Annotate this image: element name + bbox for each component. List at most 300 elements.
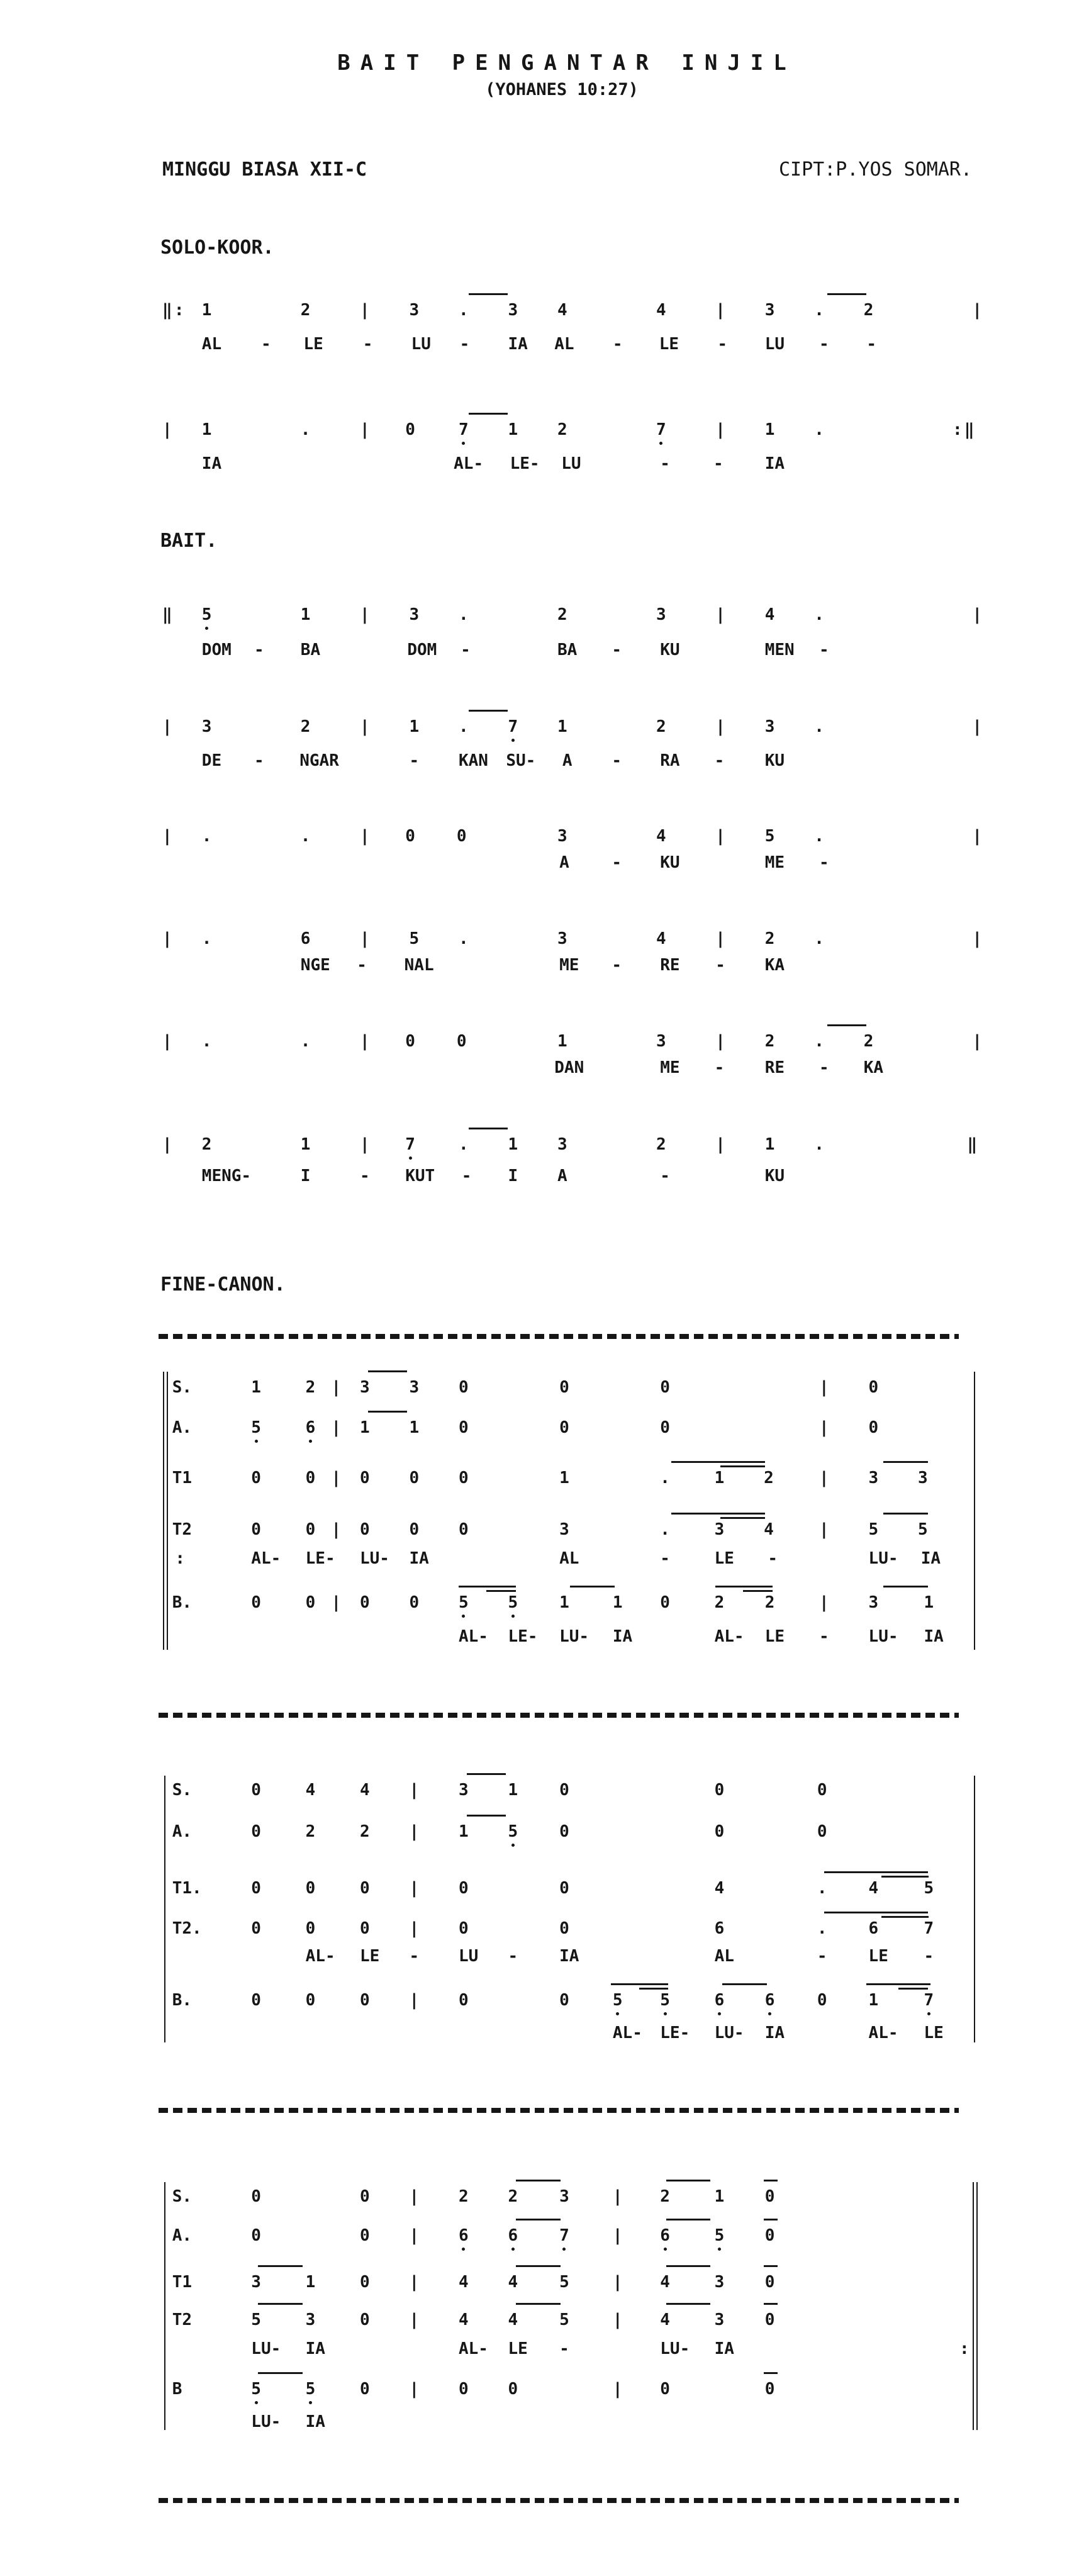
note-token: 4 <box>656 929 666 948</box>
note-token: 7 <box>656 420 666 439</box>
note-token: 0 <box>360 1919 370 1938</box>
note-token: 5 <box>251 2380 261 2399</box>
note-token: 1 <box>868 1991 879 2010</box>
note-token: 6 <box>764 1991 775 2010</box>
note-token: 4 <box>656 301 666 320</box>
lyric-token: - <box>612 335 623 354</box>
octave-dot <box>309 2401 312 2404</box>
barline-token: | <box>715 420 725 439</box>
beam-overline <box>764 2372 778 2374</box>
liturgical-occasion: MINGGU BIASA XII-C <box>162 159 367 181</box>
beam-overline <box>720 1517 765 1519</box>
beam-overline <box>666 2180 711 2181</box>
note-token: 3 <box>714 2310 725 2329</box>
note-token: 4 <box>508 2273 518 2292</box>
barline-token: | <box>612 2187 623 2206</box>
barline-token: ‖ <box>967 1135 978 1154</box>
lyric-token: KU <box>764 1167 785 1185</box>
canon2-alto <box>162 1822 1005 1849</box>
dot-token: . <box>814 929 824 948</box>
note-token: 0 <box>459 1879 469 1898</box>
lyric-token: IA <box>559 1947 579 1966</box>
note-token: 4 <box>305 1781 316 1800</box>
lyric-token: KA <box>863 1058 883 1077</box>
octave-dot <box>511 739 515 742</box>
octave-dot <box>462 442 465 445</box>
note-token: 0 <box>251 1879 261 1898</box>
bait-line4-notes <box>162 929 1005 956</box>
note-token: 5 <box>868 1520 879 1539</box>
note-token: 2 <box>300 717 311 736</box>
lyric-token: LU <box>764 335 785 354</box>
note-token: 5 <box>508 1822 518 1841</box>
note-token: 3 <box>714 1520 725 1539</box>
octave-dot <box>659 442 662 445</box>
beam-overline <box>368 1370 408 1372</box>
canon2-lyrics-upper <box>162 1947 1005 1973</box>
dot-token: . <box>814 605 824 624</box>
barline-token: | <box>162 420 172 439</box>
note-token: 0 <box>559 1879 569 1898</box>
note-token: 0 <box>459 1520 469 1539</box>
lyric-token: AL- <box>868 2024 898 2042</box>
beam-overline <box>459 1586 516 1588</box>
note-token: 1 <box>508 420 518 439</box>
lyric-token: AL- <box>305 1947 335 1966</box>
note-token: 1 <box>557 1032 567 1051</box>
beam-overline <box>866 1983 930 1985</box>
beam-overline <box>824 1871 928 1873</box>
note-token: 5 <box>764 827 775 846</box>
note-token: 1 <box>201 420 212 439</box>
solo-line1-notes <box>162 301 1005 327</box>
note-token: 0 <box>559 1418 569 1437</box>
note-token: 4 <box>656 827 666 846</box>
octave-dot <box>409 1156 412 1160</box>
beam-overline <box>467 1815 506 1817</box>
canon2-tenor2 <box>162 1919 1005 1946</box>
note-token: 0 <box>660 1593 670 1612</box>
lyric-token: - <box>357 956 367 975</box>
barline-token: | <box>409 2273 420 2292</box>
dot-token: . <box>459 717 469 736</box>
barline-token: | <box>162 827 172 846</box>
note-token: 3 <box>360 1378 370 1397</box>
note-token: 0 <box>251 1822 261 1841</box>
note-token: 0 <box>251 1469 261 1487</box>
note-token: 3 <box>305 2310 316 2329</box>
note-token: 3 <box>459 1781 469 1800</box>
lyric-token: B <box>172 2380 182 2399</box>
note-token: 1 <box>714 2187 725 2206</box>
barline-token: | <box>360 301 370 320</box>
dot-token: . <box>660 1469 670 1487</box>
lyric-token: - <box>817 1947 827 1966</box>
dot-token: . <box>814 717 824 736</box>
lyric-token: LE <box>360 1947 380 1966</box>
barline-token: | <box>715 301 725 320</box>
beam-overline <box>639 1988 668 1990</box>
lyric-token: DE <box>201 751 222 770</box>
lyric-token: - <box>714 751 725 770</box>
note-token: 4 <box>459 2273 469 2292</box>
note-token: 0 <box>817 1822 827 1841</box>
barline-token: | <box>409 1879 420 1898</box>
canon2-lyrics-lower <box>162 2024 1005 2050</box>
lyric-token: DOM <box>201 641 232 659</box>
lyric-token: - <box>924 1947 934 1966</box>
canon1-lyrics-lower <box>162 1627 1005 1654</box>
lyric-token: LU- <box>251 2339 281 2358</box>
lyric-token: - <box>360 1167 370 1185</box>
note-token: 0 <box>405 1032 415 1051</box>
barline-token: | <box>612 2226 623 2245</box>
note-token: 0 <box>305 1919 316 1938</box>
note-token: 3 <box>557 1135 567 1154</box>
dot-token: . <box>300 827 311 846</box>
bait-line1-notes <box>162 605 1005 632</box>
note-token: 1 <box>409 717 420 736</box>
dot-token: . <box>817 1919 827 1938</box>
octave-dot <box>616 2012 619 2015</box>
lyric-token: AL- <box>454 454 484 473</box>
note-token: 1 <box>612 1593 623 1612</box>
note-token: 0 <box>360 1593 370 1612</box>
note-token: 0 <box>360 1991 370 2010</box>
note-token: 6 <box>714 1919 725 1938</box>
lyric-token: LU- <box>714 2024 744 2042</box>
octave-dot <box>718 2248 721 2251</box>
note-token: 4 <box>360 1781 370 1800</box>
barline-token: | <box>972 929 983 948</box>
barline-token: | <box>972 827 983 846</box>
beam-overline <box>883 1586 928 1588</box>
barline-token: | <box>162 1032 172 1051</box>
note-token: 2 <box>557 605 567 624</box>
beam-overline <box>516 2219 561 2220</box>
note-token: 3 <box>409 1378 420 1397</box>
barline-token: | <box>972 605 983 624</box>
note-token: 4 <box>508 2310 518 2329</box>
note-token: 0 <box>459 2380 469 2399</box>
lyric-token: - <box>660 454 670 473</box>
dot-token: . <box>201 1032 212 1051</box>
lyric-token: AL <box>714 1947 734 1966</box>
note-token: 0 <box>251 1520 261 1539</box>
barline-token: | <box>360 1032 370 1051</box>
note-token: 6 <box>305 1418 316 1437</box>
barline-token: | <box>360 929 370 948</box>
lyric-token: ME <box>559 956 579 975</box>
canon2-bass <box>162 1991 1005 2017</box>
lyric-token: LE <box>764 1627 785 1646</box>
lyric-token: A <box>559 853 569 872</box>
lyric-token: LE- <box>510 454 540 473</box>
dot-token: . <box>814 827 824 846</box>
lyric-token: KAN <box>459 751 488 770</box>
lyric-token: AL- <box>714 1627 744 1646</box>
canon2-tenor1 <box>162 1879 1005 1905</box>
note-token: 2 <box>459 2187 469 2206</box>
lyric-token: - <box>713 454 723 473</box>
note-token: 2 <box>300 301 311 320</box>
note-token: 4 <box>557 301 567 320</box>
note-token: 6 <box>459 2226 469 2245</box>
octave-dot <box>768 2012 771 2015</box>
note-token: 4 <box>714 1879 725 1898</box>
note-token: 0 <box>559 1822 569 1841</box>
lyric-token: DOM <box>407 641 437 659</box>
barline-token: | <box>819 1593 829 1612</box>
barline-token: ‖ <box>162 301 172 320</box>
note-token: 0 <box>817 1991 827 2010</box>
note-token: 0 <box>360 1469 370 1487</box>
lyric-token: AL- <box>612 2024 642 2042</box>
note-token: 0 <box>764 2226 775 2245</box>
canon1-tenor2 <box>162 1520 1005 1547</box>
section-heading-fine-canon: FINE-CANON. <box>160 1274 286 1296</box>
lyric-token: - <box>819 1627 829 1646</box>
note-token: 2 <box>764 1469 774 1487</box>
lyric-token: RA <box>660 751 680 770</box>
note-token: 3 <box>868 1469 879 1487</box>
note-token: 3 <box>868 1593 879 1612</box>
note-token: 3 <box>557 827 567 846</box>
lyric-token: IA <box>305 2339 325 2358</box>
note-token: 5 <box>559 2273 569 2292</box>
lyric-token: RE <box>764 1058 785 1077</box>
octave-dot <box>255 2401 258 2404</box>
barline-token: | <box>715 717 725 736</box>
lyric-token: - <box>409 751 420 770</box>
note-token: 1 <box>305 2273 316 2292</box>
note-token: 0 <box>559 1991 569 2010</box>
composer-credit: CIPT:P.YOS SOMAR. <box>778 159 972 181</box>
barline-token: | <box>409 2187 420 2206</box>
beam-overline <box>469 293 508 295</box>
lyric-token: A. <box>172 2226 192 2245</box>
beam-overline <box>883 1513 928 1515</box>
octave-dot <box>511 2248 515 2251</box>
lyric-token: LU <box>411 335 431 354</box>
note-token: 1 <box>201 301 212 320</box>
barline-token: | <box>972 717 983 736</box>
octave-dot <box>664 2248 667 2251</box>
lyric-token: AL- <box>251 1549 281 1568</box>
note-token: 2 <box>660 2187 670 2206</box>
beam-overline <box>881 1876 929 1878</box>
lyric-token: KU <box>764 751 785 770</box>
barline-token: | <box>819 1520 829 1539</box>
note-token: 1 <box>508 1781 518 1800</box>
lyric-token: IA <box>764 2024 785 2042</box>
beam-overline <box>469 413 508 415</box>
note-token: 7 <box>405 1135 415 1154</box>
beam-overline <box>516 2303 561 2305</box>
dot-token: . <box>459 929 469 948</box>
lyric-token: BA <box>557 641 578 659</box>
note-token: 6 <box>868 1919 879 1938</box>
barline-token: ‖ <box>964 420 975 439</box>
beam-overline <box>368 1411 408 1413</box>
beam-overline <box>666 2219 711 2220</box>
lyric-token: LU- <box>251 2412 281 2431</box>
lyric-token: IA <box>714 2339 734 2358</box>
lyric-token: I <box>508 1167 518 1185</box>
note-token: 3 <box>656 1032 666 1051</box>
dot-token: . <box>459 605 469 624</box>
note-token: 1 <box>360 1418 370 1437</box>
note-token: 0 <box>764 2273 775 2292</box>
lyric-token: RE <box>660 956 680 975</box>
dot-token: . <box>300 420 311 439</box>
beam-overline <box>827 1024 867 1026</box>
lyric-token: - <box>660 1167 670 1185</box>
beam-overline <box>258 2303 303 2305</box>
lyric-token: - <box>819 335 829 354</box>
beam-overline <box>764 2265 778 2267</box>
barline-token: | <box>972 301 983 320</box>
beam-overline <box>743 1590 773 1592</box>
lyric-token: LU- <box>660 2339 690 2358</box>
dot-token: . <box>814 1032 824 1051</box>
barline-token: | <box>360 605 370 624</box>
lyric-token: IA <box>764 454 785 473</box>
beam-overline <box>824 1912 928 1913</box>
lyric-token: - <box>362 335 373 354</box>
beam-overline <box>715 1586 773 1588</box>
note-token: 2 <box>764 1032 775 1051</box>
beam-overline <box>258 2265 303 2267</box>
beam-overline <box>486 1590 516 1592</box>
note-token: 3 <box>764 301 775 320</box>
note-token: 5 <box>660 1991 670 2010</box>
dashed-separator-1 <box>159 1334 959 1339</box>
note-token: 4 <box>764 1520 774 1539</box>
note-token: 5 <box>714 2226 725 2245</box>
barline-token: | <box>409 1781 420 1800</box>
canon3-bass <box>162 2380 1005 2406</box>
note-token: 7 <box>508 717 518 736</box>
octave-dot <box>255 1440 258 1443</box>
note-token: 0 <box>251 2187 261 2206</box>
note-token: 2 <box>863 1032 874 1051</box>
bait-line2-notes <box>162 717 1005 744</box>
dot-token: . <box>660 1520 670 1539</box>
note-token: 3 <box>251 2273 261 2292</box>
solo-line2-notes <box>162 420 1005 447</box>
lyric-token: - <box>768 1549 778 1568</box>
bait-line3-lyrics <box>162 853 1005 880</box>
barline-token: | <box>331 1469 342 1487</box>
dot-token: . <box>201 827 212 846</box>
barline-token: | <box>409 2380 420 2399</box>
lyric-token: - <box>866 335 877 354</box>
lyric-token: - <box>714 1058 725 1077</box>
beam-overline <box>722 1983 767 1985</box>
canon3-tenor2 <box>162 2310 1005 2337</box>
lyric-token: T2 <box>172 1520 192 1539</box>
octave-dot <box>718 2012 721 2015</box>
lyric-token: ME <box>660 1058 680 1077</box>
lyric-token: LE- <box>660 2024 690 2042</box>
beam-overline <box>570 1586 615 1588</box>
lyric-token: IA <box>409 1549 429 1568</box>
solo-line2-lyrics <box>162 454 1005 481</box>
lyric-token: LU <box>459 1947 479 1966</box>
note-token: 0 <box>868 1378 879 1397</box>
note-token: 5 <box>409 929 420 948</box>
barline-token: | <box>409 1919 420 1938</box>
note-token: 3 <box>656 605 666 624</box>
note-token: 2 <box>764 929 775 948</box>
note-token: 4 <box>764 605 775 624</box>
note-token: 5 <box>559 2310 569 2329</box>
note-token: 2 <box>305 1378 316 1397</box>
canon1-lyrics-upper <box>162 1549 1005 1576</box>
barline-token: | <box>819 1378 829 1397</box>
note-token: 0 <box>305 1469 316 1487</box>
lyric-token: T1 <box>172 1469 192 1487</box>
lyric-token: KA <box>764 956 785 975</box>
note-token: 3 <box>409 301 420 320</box>
lyric-token: AL- <box>459 1627 488 1646</box>
lyric-token: - <box>717 335 727 354</box>
lyric-token: I <box>300 1167 311 1185</box>
note-token: 5 <box>201 605 212 624</box>
note-token: 2 <box>360 1822 370 1841</box>
barline-token: | <box>715 605 725 624</box>
lyric-token: - <box>254 751 264 770</box>
dot-token: . <box>459 1135 469 1154</box>
canon1-soprano <box>162 1378 1005 1404</box>
note-token: 1 <box>764 420 775 439</box>
note-token: 5 <box>251 1418 261 1437</box>
barline-token: | <box>972 1032 983 1051</box>
note-token: 3 <box>557 929 567 948</box>
note-token: 0 <box>660 2380 670 2399</box>
lyric-token: IA <box>305 2412 325 2431</box>
lyric-token: - <box>461 641 471 659</box>
note-token: 1 <box>300 1135 311 1154</box>
canon3-lyrics-upper <box>162 2339 1005 2366</box>
barline-token: | <box>360 717 370 736</box>
note-token: 3 <box>508 301 518 320</box>
lyric-token: - <box>612 641 622 659</box>
note-token: 0 <box>360 1520 370 1539</box>
lyric-token: IA <box>920 1549 941 1568</box>
note-token: 5 <box>251 2310 261 2329</box>
lyric-token: T1. <box>172 1879 202 1898</box>
note-token: 3 <box>918 1469 928 1487</box>
note-token: 5 <box>924 1879 934 1898</box>
beam-overline <box>764 2219 778 2220</box>
note-token: 1 <box>508 1135 518 1154</box>
octave-dot <box>664 2012 667 2015</box>
bait-line5-notes <box>162 1032 1005 1058</box>
note-token: 3 <box>714 2273 725 2292</box>
bait-line2-lyrics <box>162 751 1005 778</box>
beam-overline <box>764 2303 778 2305</box>
note-token: 6 <box>714 1991 725 2010</box>
beam-overline <box>469 710 508 712</box>
note-token: 2 <box>557 420 567 439</box>
octave-dot <box>562 2248 566 2251</box>
canon2-soprano <box>162 1781 1005 1807</box>
canon3-lyrics-lower <box>162 2412 1005 2439</box>
barline-token: | <box>612 2380 623 2399</box>
lyric-token: - <box>459 335 470 354</box>
